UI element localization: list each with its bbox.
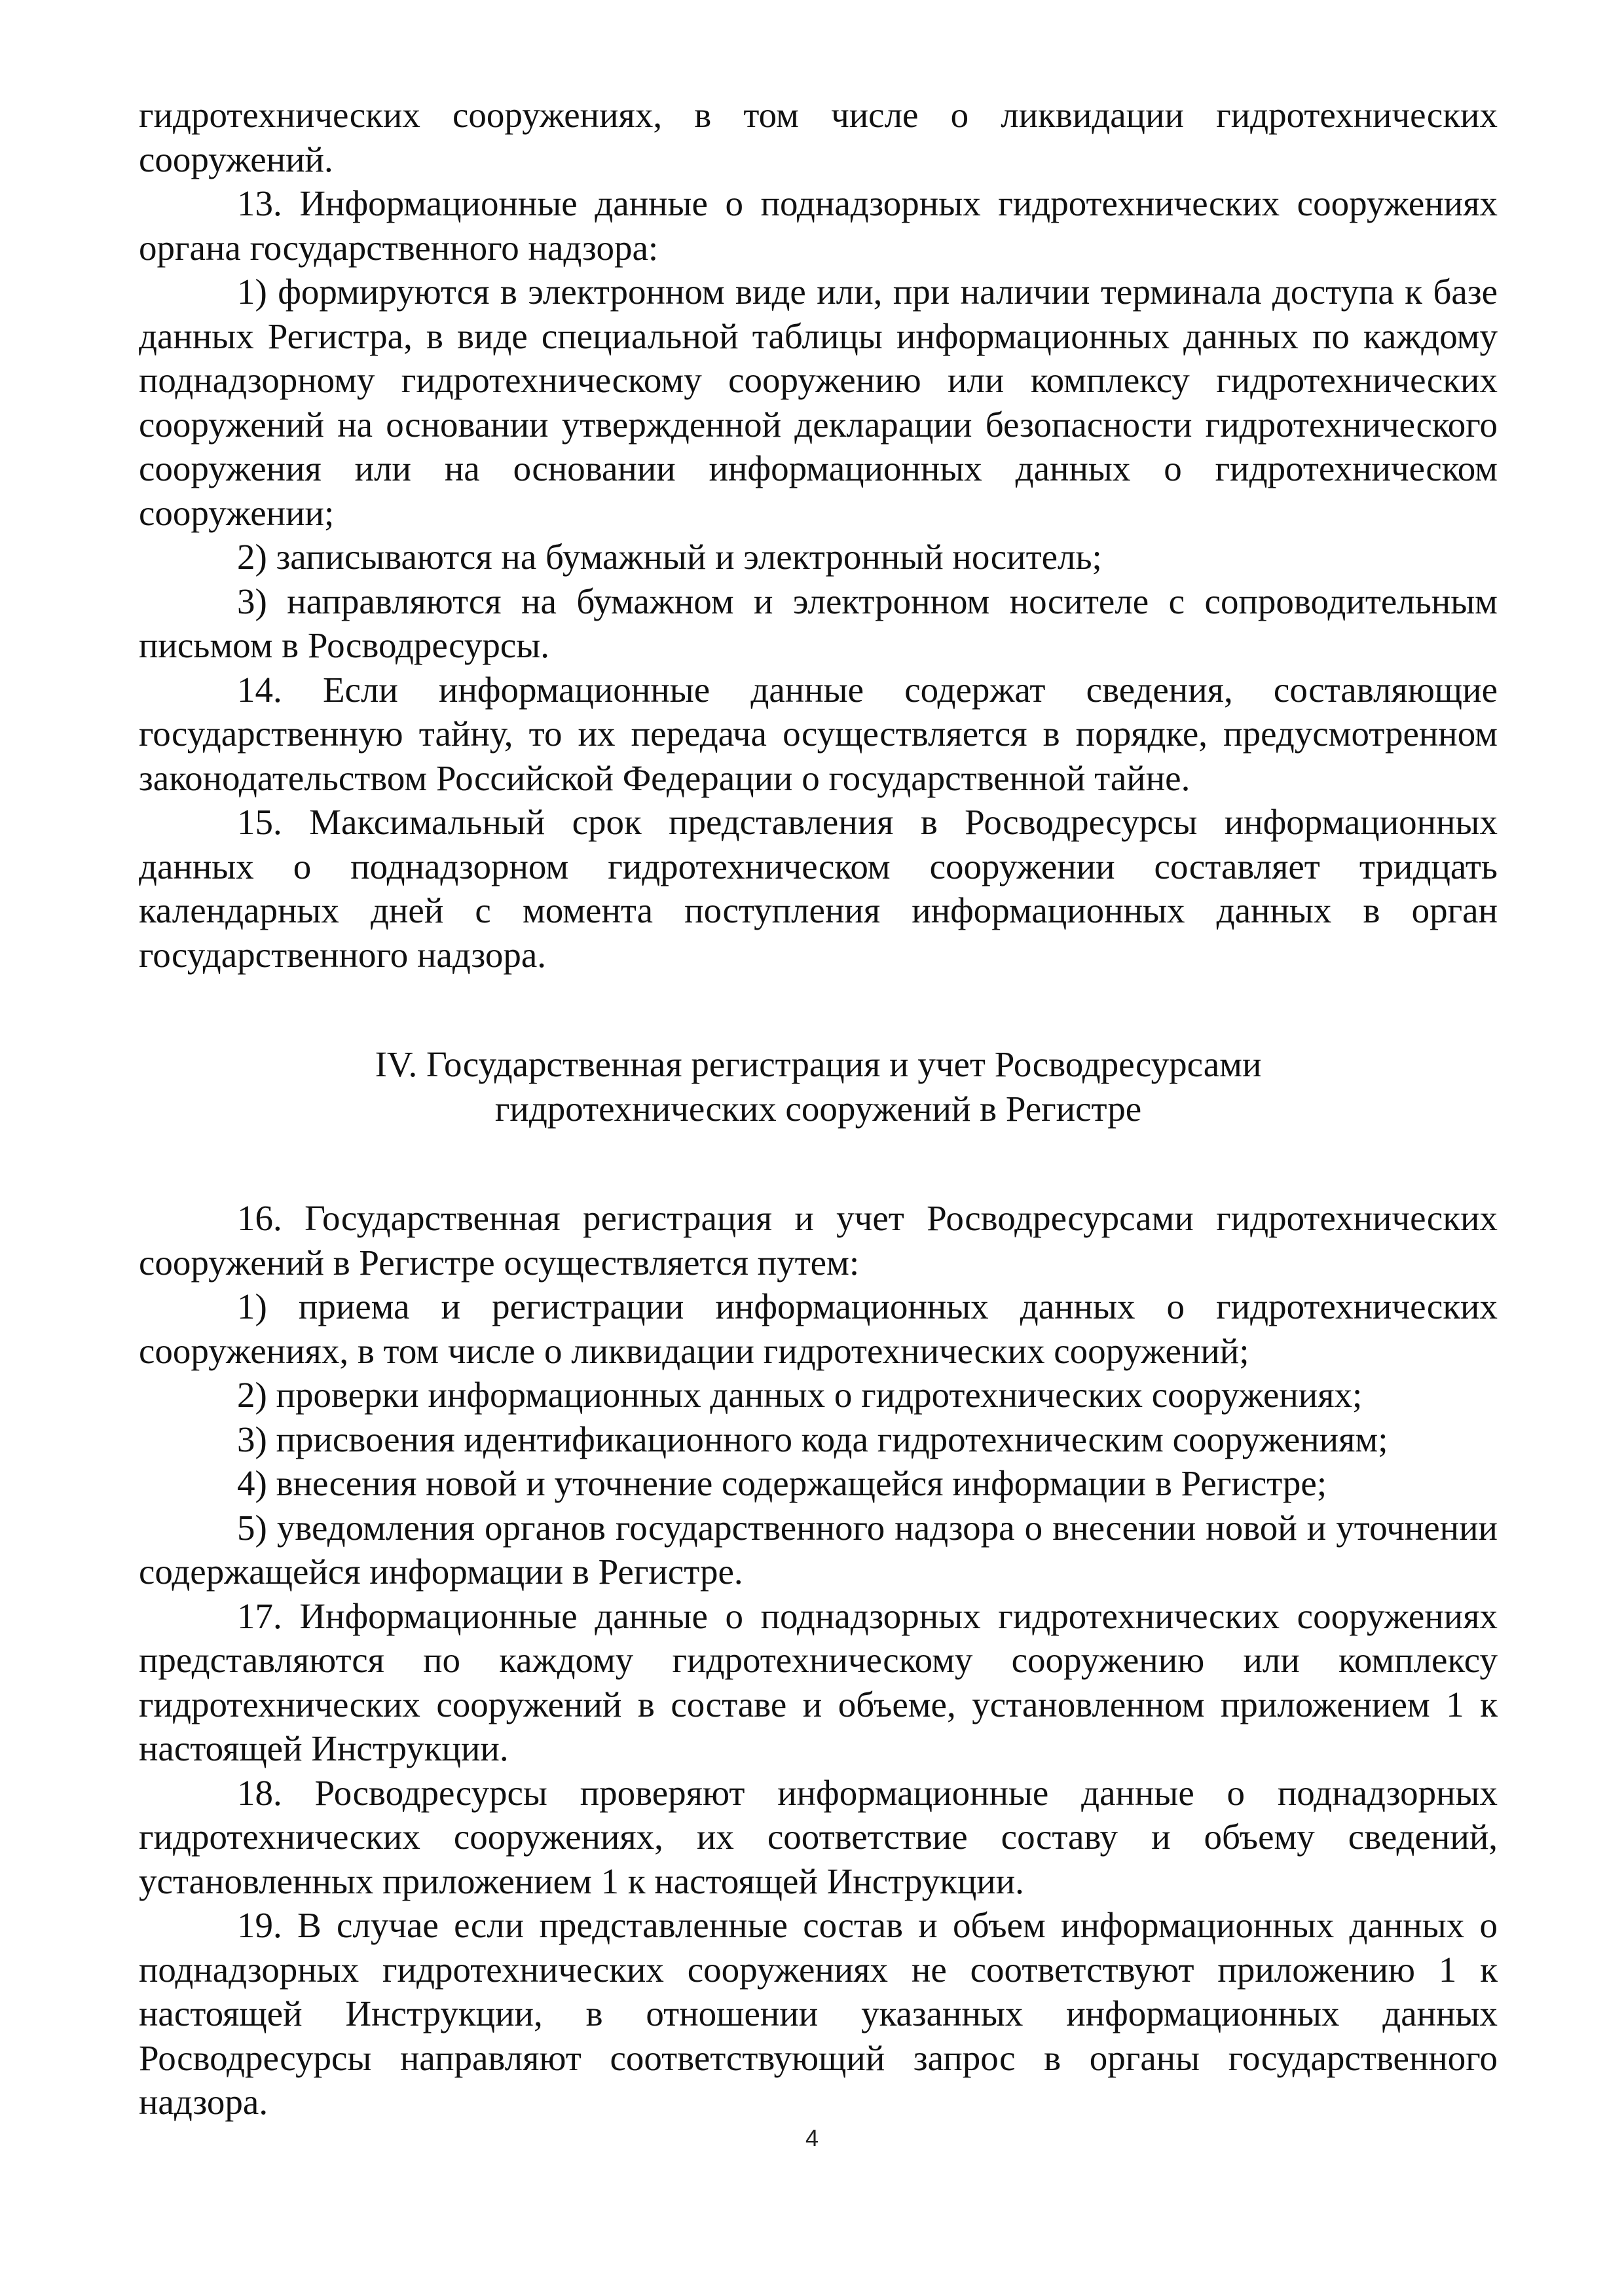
paragraph-13: 13. Информационные данные о поднадзорных гидротехнических сооружениях органа государственного надзора: — [139, 183, 1498, 268]
paragraph-19: 19. В случае если представленные состав и объем информационных данных о поднадзорных гидротехнических сооружениях не соответствуют приложению 1 к настоящей Инструкции, в отношении указанных информационных данных Росводресурсы направляют соответствующий запрос в органы государственного надзора. — [139, 1905, 1498, 2122]
list-item-16-2: 2) проверки информационных данных о гидротехнических сооружениях; — [237, 1375, 1363, 1415]
page-content — [139, 93, 1498, 2124]
section-heading-line-1: IV. Государственная регистрация и учет Росводресурсами — [375, 1044, 1262, 1084]
page-number: 4 — [805, 2124, 819, 2151]
list-item-13-1: 1) формируются в электронном виде или, при наличии терминала доступа к базе данных Регистра, в виде специальной таблицы информационных данных по каждому поднадзорному гидротехническому сооружению или комплексу гидротехнических сооружений на основании утвержденной декларации безопасности гидротехнического сооружения или на основании информационных данных о гидротехническом сооружении; — [139, 272, 1498, 533]
list-item-16-3: 3) присвоения идентификационного кода гидротехническим сооружениям; — [237, 1419, 1388, 1459]
paragraph-continuation: гидротехнических сооружениях, в том числе о ликвидации гидротехнических сооружений. — [139, 95, 1498, 179]
paragraph-17: 17. Информационные данные о поднадзорных гидротехнических сооружениях представляются по каждому гидротехническому сооружению или комплексу гидротехнических сооружений в составе и объеме, установленном приложением 1 к настоящей Инструкции. — [139, 1595, 1498, 1768]
section-heading — [139, 1042, 1498, 1131]
paragraph-18: 18. Росводресурсы проверяют информационные данные о поднадзорных гидротехнических сооружениях, их соответствие составу и объему сведений, установленных приложением 1 к настоящей Инструкции. — [139, 1772, 1498, 1901]
paragraph-16: 16. Государственная регистрация и учет Росводресурсами гидротехнических сооружений в Регистре осуществляется путем: — [139, 1198, 1498, 1283]
list-item-16-1: 1) приема и регистрации информационных данных о гидротехнических сооружениях, в том числе о ликвидации гидротехнических сооружений; — [139, 1286, 1498, 1371]
list-item-16-4: 4) внесения новой и уточнение содержащейся информации в Регистре; — [237, 1463, 1327, 1503]
list-item-16-5: 5) уведомления органов государственного надзора о внесении новой и уточнении содержащейся информации в Регистре. — [139, 1507, 1498, 1592]
list-item-13-3: 3) направляются на бумажном и электронном носителе с сопроводительным письмом в Росводресурсы. — [139, 581, 1498, 665]
list-item-13-2: 2) записываются на бумажный и электронный носитель; — [237, 537, 1102, 577]
paragraph-15: 15. Максимальный срок представления в Росводресурсы информационных данных о поднадзорном гидротехническом сооружении составляет тридцать календарных дней с момента поступления информационных данных в орган государственного надзора. — [139, 802, 1498, 975]
paragraph-14: 14. Если информационные данные содержат сведения, составляющие государственную тайну, то их передача осуществляется в порядке, предусмотренном законодательством Российской Федерации о государственной тайне. — [139, 669, 1498, 798]
section-heading-line-2: гидротехнических сооружений в Регистре — [494, 1088, 1142, 1129]
